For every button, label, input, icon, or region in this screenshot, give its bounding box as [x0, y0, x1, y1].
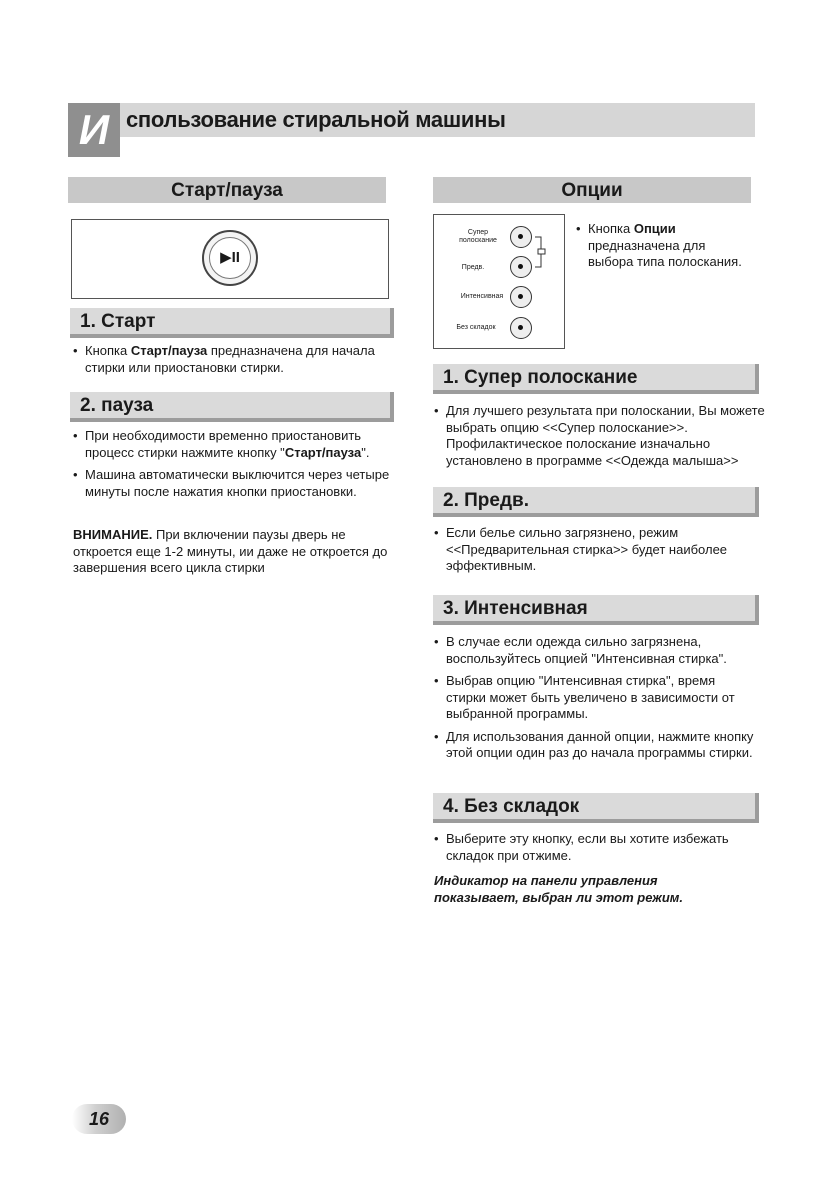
option-button-illustration: [510, 317, 532, 339]
subheader-pause: 2. пауза: [70, 392, 394, 422]
option-label-intensive: Интенсивная: [460, 293, 504, 300]
subheader-start: 1. Старт: [70, 308, 394, 338]
warning-note: ВНИМАНИЕ. При включении паузы дверь не откроется еще 1-2 минуты, ии даже не откроется до завершения всего цикла стирки: [73, 527, 388, 575]
page-title: спользование стиральной машины: [126, 107, 506, 132]
indicator-note: Индикатор на панели управления показывает, выбран ли этот режим.: [434, 873, 684, 905]
option-link-bracket: [533, 232, 553, 272]
option-button-illustration: [510, 256, 532, 278]
subheader-intensive: 3. Интенсивная: [433, 595, 759, 625]
pause-description: • При необходимости временно приостановить процесс стирки нажмите кнопку "Старт/пауза". • Машина автоматически выключится через четыре минуты после нажатия кнопки приостановки.: [73, 428, 398, 506]
option-button-illustration: [510, 226, 532, 248]
subheader-prewash: 2. Предв.: [433, 487, 759, 517]
header-initial-letter: И: [68, 103, 120, 157]
section-title-options: Опции: [433, 177, 751, 203]
prewash-description: • Если белье сильно загрязнено, режим <<Предварительная стирка>> будет наиболее эффективным.: [434, 525, 734, 581]
options-intro: • Кнопка Опции предназначена для выбора типа полоскания.: [576, 221, 746, 277]
page-number: 16: [72, 1104, 126, 1134]
option-label-no-crease: Без складок: [456, 324, 496, 331]
section-title-start-pause: Старт/пауза: [68, 177, 386, 203]
play-pause-icon: ▶II: [209, 237, 251, 279]
option-label-prewash: Предв.: [461, 264, 485, 271]
option-button-illustration: [510, 286, 532, 308]
super-rinse-description: • Для лучшего результата при полоскании, Вы можете выбрать опцию <<Супер полоскание>>. Профилактическое полоскание изначально установлено в программе <<Одежда малыша>>: [434, 403, 769, 475]
subheader-super-rinse: 1. Супер полоскание: [433, 364, 759, 394]
option-label-super-rinse: Супер полоскание: [459, 229, 497, 244]
subheader-no-crease: 4. Без складок: [433, 793, 759, 823]
start-description: • Кнопка Старт/пауза предназначена для начала стирки или приостановки стирки.: [73, 343, 388, 382]
start-pause-button-illustration: [202, 230, 258, 286]
no-crease-description: • Выберите эту кнопку, если вы хотите избежать складок при отжиме.: [434, 831, 756, 870]
intensive-description: • В случае если одежда сильно загрязнена, воспользуйтесь опцией "Интенсивная стирка". • Выбрав опцию "Интенсивная стирка", время стирки может быть увеличено в зависимости от выбранной программы. • Для использования данной опции, нажмите кнопку этой опции один раз до начала программы стирки.: [434, 634, 756, 768]
